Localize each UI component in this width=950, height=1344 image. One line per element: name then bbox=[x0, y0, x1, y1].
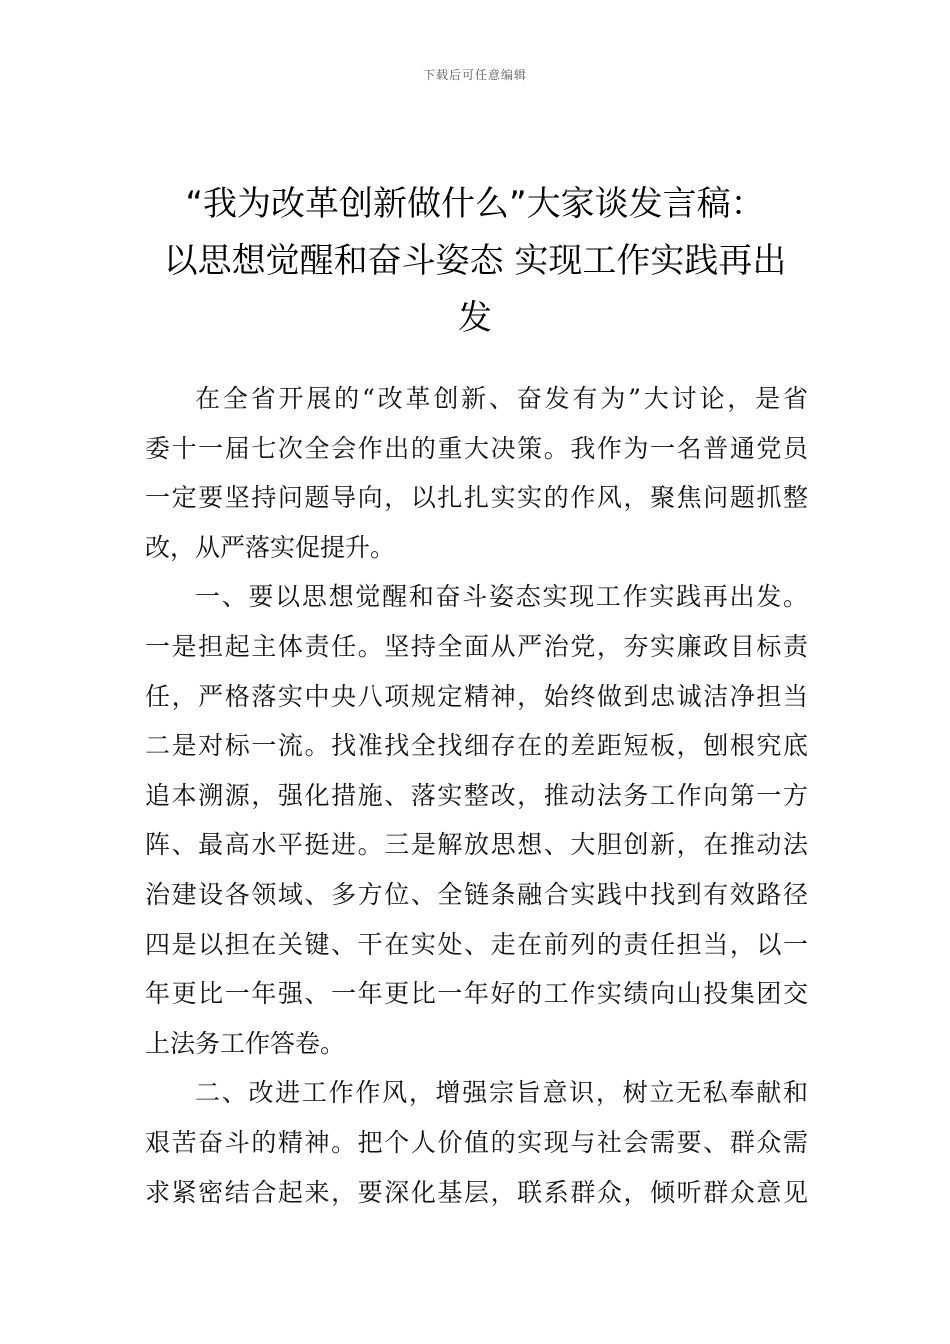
paragraph-section-two bbox=[145, 1068, 808, 1217]
header-note: 下载后可任意编辑 bbox=[422, 68, 527, 82]
text-line: 任，严格落实中央八项规定精神，始终做到忠诚洁净担当 bbox=[145, 681, 808, 711]
text-line: 年更比一年强、一年更比一年好的工作实绩向山投集团交 bbox=[145, 979, 808, 1009]
title-line: 发 bbox=[458, 298, 492, 338]
paragraph-section-one bbox=[145, 572, 808, 1068]
text-line: 在全省开展的“改革创新、奋发有为”大讨论，是省 bbox=[195, 384, 808, 413]
text-line: 二、改进工作作风，增强宗旨意识，树立无私奉献和 bbox=[195, 1078, 808, 1108]
title-line: “我为改革创新做什么”大家谈发言稿： bbox=[185, 184, 765, 224]
text-line: 二是对标一流。找准找全找细存在的差距短板，刨根究底 bbox=[145, 731, 808, 761]
text-line: 一是担起主体责任。坚持全面从严治党，夯实廉政目标责 bbox=[145, 631, 808, 661]
text-line: 阵、最高水平挺进。三是解放思想、大胆创新，在推动法 bbox=[145, 830, 808, 860]
text-line: 求紧密结合起来，要深化基层，联系群众，倾听群众意见 bbox=[145, 1177, 808, 1207]
document-body bbox=[145, 374, 808, 1217]
paragraph-intro bbox=[145, 374, 808, 572]
text-line: 一、要以思想觉醒和奋斗姿态实现工作实践再出发。 bbox=[195, 582, 808, 612]
text-line: 委十一届七次全会作出的重大决策。我作为一名普通党员 bbox=[145, 433, 808, 463]
title-line: 以思想觉醒和奋斗姿态 实现工作实践再出 bbox=[163, 241, 787, 281]
text-line: 艰苦奋斗的精神。把个人价值的实现与社会需要、群众需 bbox=[145, 1127, 808, 1157]
text-line: 一定要坚持问题导向，以扎扎实实的作风，聚焦问题抓整 bbox=[145, 483, 808, 513]
text-line: 四是以担在关键、干在实处、走在前列的责任担当，以一 bbox=[145, 929, 808, 959]
text-line: 追本溯源，强化措施、落实整改，推动法务工作向第一方 bbox=[145, 780, 808, 810]
text-line: 改，从严落实促提升。 bbox=[145, 532, 396, 562]
text-line: 上法务工作答卷。 bbox=[145, 1028, 346, 1058]
text-line: 治建设各领域、多方位、全链条融合实践中找到有效路径 bbox=[145, 879, 808, 909]
document-title bbox=[140, 176, 810, 347]
